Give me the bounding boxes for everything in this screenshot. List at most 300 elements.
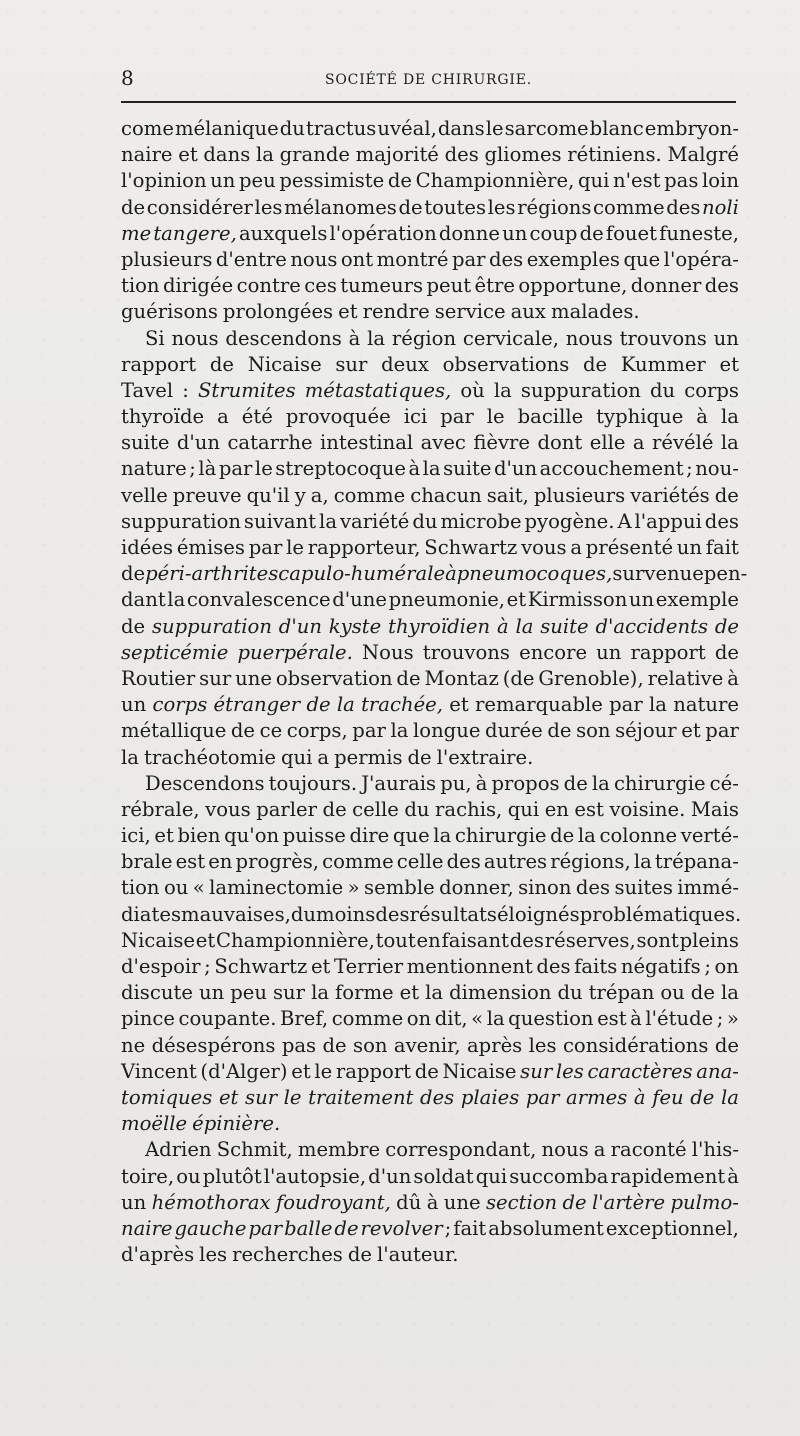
word: la <box>121 745 139 769</box>
word: provoquée <box>285 405 391 429</box>
word: rébrale, <box>121 797 200 821</box>
word: un <box>121 1190 147 1214</box>
word: dans <box>203 143 251 167</box>
word: progrès, <box>235 850 320 874</box>
word: pyogène. <box>524 509 615 533</box>
word: l'auteur. <box>377 1243 459 1267</box>
word: de <box>583 352 608 376</box>
word: sur <box>199 666 232 690</box>
word: coupante. <box>178 1007 277 1031</box>
text-line <box>121 142 739 168</box>
word: l'opéra- <box>663 247 739 271</box>
word: d'après <box>121 1243 195 1267</box>
word: dont <box>537 431 583 455</box>
word: avenir, <box>393 1033 461 1057</box>
word: J'aurais <box>361 771 437 795</box>
word: d'entre <box>215 247 287 271</box>
word: pessimiste <box>279 169 385 193</box>
word: qu'on <box>224 824 280 848</box>
word: des <box>704 274 739 298</box>
word: nous <box>290 247 338 271</box>
word: permis <box>334 745 403 769</box>
word: nous <box>541 1138 589 1162</box>
word: gauche <box>174 1216 247 1240</box>
word: cervicale, <box>462 326 559 350</box>
word: autres <box>483 850 548 874</box>
word: peu <box>230 981 267 1005</box>
word: section <box>485 1190 558 1214</box>
text-line <box>121 404 739 430</box>
word: Si <box>145 326 165 350</box>
word: membre <box>297 1138 381 1162</box>
word: scapulo-humérale <box>268 562 446 586</box>
word: du <box>557 981 583 1005</box>
word: Strumites <box>197 378 296 402</box>
word: discute <box>121 981 193 1005</box>
word: sait, <box>486 483 529 507</box>
word: Vincent <box>121 1059 197 1083</box>
word: sarcome <box>504 117 589 140</box>
word: le <box>286 536 304 559</box>
word: chirurgie <box>454 824 547 848</box>
word: tangere, <box>153 221 237 245</box>
word: uvéal, <box>377 117 437 140</box>
word: suite <box>443 457 492 481</box>
text-line <box>121 692 739 718</box>
word: désespérons <box>151 1033 276 1057</box>
word: en <box>208 850 233 874</box>
word: exemples <box>526 247 620 271</box>
word: ont <box>340 247 374 271</box>
word: soldat <box>413 1164 474 1188</box>
word: à <box>696 405 708 429</box>
word: brale <box>121 850 173 874</box>
word: ou <box>176 1164 201 1188</box>
word: d'un <box>278 614 322 638</box>
text-line <box>121 771 739 797</box>
word: réserves, <box>544 928 636 952</box>
text-line <box>121 221 739 247</box>
word: faisant <box>441 928 509 952</box>
word: d'une <box>332 588 387 612</box>
word: comme <box>331 1007 404 1031</box>
word: preuve <box>172 483 242 507</box>
word: toujours. <box>268 771 358 795</box>
word: de <box>714 640 739 664</box>
word: l'his- <box>691 1138 739 1162</box>
word: service <box>434 300 506 324</box>
word: (d'Alger) <box>200 1059 288 1083</box>
word: l'artère <box>592 1190 666 1214</box>
word: velle <box>121 483 168 507</box>
word: du <box>404 797 430 821</box>
text-line <box>121 640 739 666</box>
word: la <box>633 850 652 874</box>
word: par <box>248 536 283 559</box>
word: succomba <box>509 1164 609 1188</box>
word: mélanique <box>174 117 279 140</box>
word: corps <box>684 378 739 402</box>
word: rapport <box>121 352 197 376</box>
word: Mais <box>690 797 739 821</box>
word: » <box>726 1007 739 1031</box>
word: ; <box>444 1216 452 1240</box>
word: qui <box>507 797 540 821</box>
text-line <box>121 509 739 535</box>
text-line <box>121 745 739 771</box>
word: les <box>199 1243 228 1267</box>
word: la <box>577 824 596 848</box>
word: toire, <box>121 1164 175 1188</box>
word: aux <box>510 300 546 324</box>
word: suite <box>540 614 589 638</box>
word: suppuration <box>121 509 241 533</box>
word: embryon- <box>644 117 739 140</box>
word: septicémie <box>121 640 229 664</box>
text-line <box>121 1216 739 1242</box>
word: tumeurs <box>340 274 424 298</box>
word: verté- <box>680 824 739 848</box>
text-line <box>121 299 739 325</box>
word: ici, <box>121 824 151 848</box>
word: question <box>508 1007 594 1031</box>
word: le <box>485 117 504 140</box>
word: la <box>720 431 739 455</box>
word: voisine. <box>609 797 686 821</box>
word: le <box>254 457 273 481</box>
word: de <box>121 195 146 219</box>
word: et <box>719 352 739 376</box>
word: nature <box>121 457 187 481</box>
word: comme <box>322 850 394 874</box>
word: remarquable <box>475 693 603 717</box>
word: Championnière, <box>216 928 375 952</box>
word: peu <box>239 169 276 193</box>
word: de <box>690 1085 715 1109</box>
word: du <box>279 117 305 140</box>
word: est <box>597 1007 627 1031</box>
text-line <box>121 666 739 692</box>
text-line <box>121 1190 739 1216</box>
word: et <box>449 693 469 717</box>
text-line <box>121 980 739 1006</box>
word: des <box>444 143 479 167</box>
word: donne <box>438 221 501 245</box>
word: la <box>721 1085 739 1109</box>
word: streptocoque <box>275 457 406 481</box>
word: microbe <box>440 509 522 533</box>
word: à <box>633 1085 646 1109</box>
word: à <box>348 326 361 350</box>
word: étranger <box>213 693 301 717</box>
word: dire <box>349 824 390 848</box>
body-text <box>121 116 748 1268</box>
text-line <box>121 561 748 587</box>
word: tion <box>121 876 160 900</box>
word: nou- <box>695 457 739 481</box>
word: donner <box>630 274 702 298</box>
word: où <box>460 378 485 402</box>
word: fièvre <box>473 431 531 455</box>
word: rapport <box>630 640 706 664</box>
word: suite <box>121 431 170 455</box>
word: celle <box>352 797 399 821</box>
word: sur <box>245 1085 278 1109</box>
word: rapporteur, <box>307 536 421 559</box>
word: à <box>475 771 488 795</box>
word: et <box>310 955 331 978</box>
word: intestinal <box>320 431 414 455</box>
word: par <box>609 693 643 717</box>
word: considérer <box>146 195 253 219</box>
text-line <box>121 875 739 901</box>
word: ; <box>686 457 693 481</box>
word: deux <box>381 352 429 376</box>
word: la <box>422 457 441 481</box>
word: Descendons <box>145 771 265 795</box>
word: par <box>705 719 739 743</box>
word: toutes <box>424 195 487 219</box>
word: que <box>392 824 430 848</box>
word: balle <box>284 1216 333 1240</box>
word: la <box>648 693 667 717</box>
text-line <box>121 1111 739 1137</box>
word: exemple <box>655 588 739 612</box>
word: après <box>466 1033 523 1057</box>
word: malades. <box>550 300 640 324</box>
word: kyste <box>328 614 382 638</box>
word: rapidement <box>610 1164 726 1188</box>
word: la <box>255 143 274 167</box>
word: de <box>230 719 256 743</box>
word: naire <box>121 1216 173 1240</box>
word: avec <box>420 431 466 455</box>
header-rule <box>121 101 736 103</box>
word: dû <box>396 1190 422 1214</box>
word: trouvons <box>422 640 510 664</box>
word: faits <box>574 955 618 978</box>
text-line <box>121 849 739 875</box>
word: régions <box>517 195 592 219</box>
word: la <box>486 1007 505 1031</box>
word: sur <box>520 1059 553 1083</box>
word: Schwartz <box>424 536 518 559</box>
word: les <box>555 1059 584 1083</box>
word: majorité <box>355 143 439 167</box>
word: à <box>496 614 509 638</box>
word: des <box>704 509 739 533</box>
word: le <box>486 405 505 429</box>
word: et <box>291 1059 311 1083</box>
word: fouet <box>605 221 657 245</box>
word: l'étude <box>645 1007 714 1031</box>
word: y <box>294 483 306 507</box>
word: typhique <box>596 405 684 429</box>
word: des <box>575 876 611 900</box>
word: pneumonie, <box>388 588 506 612</box>
word: de <box>579 221 604 245</box>
word: plutôt <box>202 1164 262 1188</box>
word: trachée, <box>361 693 443 717</box>
word: et <box>154 824 174 848</box>
word: exceptionnel, <box>605 1216 739 1240</box>
word: métallique <box>121 719 227 743</box>
word: corps, <box>286 719 348 743</box>
word: observations <box>442 352 570 376</box>
word: la <box>720 981 739 1005</box>
word: des <box>666 195 701 219</box>
word: Nous <box>362 640 414 664</box>
word: la <box>493 378 512 402</box>
word: propos <box>491 771 560 795</box>
word: pas <box>664 169 699 193</box>
word: n'est <box>612 169 661 193</box>
word: considérations <box>562 1033 709 1057</box>
word: qui <box>475 1164 508 1188</box>
word: la <box>591 771 610 795</box>
word: : <box>182 378 189 402</box>
word: et <box>178 143 198 167</box>
word: émises <box>176 536 245 559</box>
word: la <box>367 326 386 350</box>
word: et <box>681 719 701 743</box>
word: de <box>334 1216 359 1240</box>
word: des <box>489 247 524 271</box>
word: nous <box>171 326 219 350</box>
word: l'appui <box>634 509 702 533</box>
text-line <box>121 247 739 273</box>
word: Tavel <box>121 378 174 402</box>
word: plaies <box>460 1085 520 1109</box>
word: corps <box>152 693 208 717</box>
word: ne <box>121 1033 146 1057</box>
word: mauvaises, <box>181 902 291 926</box>
word: pu, <box>440 771 472 795</box>
word: de <box>121 562 146 586</box>
word: funeste, <box>659 221 739 245</box>
word: Nicaise <box>442 1059 517 1083</box>
word: ; <box>204 955 211 978</box>
word: que <box>623 247 661 271</box>
word: puerpérale. <box>237 640 353 664</box>
word: blanc <box>589 117 644 140</box>
word: et <box>506 588 527 612</box>
word: sont <box>636 928 679 952</box>
text-line <box>121 352 739 378</box>
word: recherches <box>232 1243 343 1267</box>
word: par <box>440 405 474 429</box>
word: de <box>322 1033 347 1057</box>
word: trachéotomie <box>143 745 276 769</box>
word: la <box>390 719 409 743</box>
word: les <box>487 195 516 219</box>
word: raconté <box>610 1138 687 1162</box>
word: son <box>576 719 611 743</box>
word: des <box>420 1085 455 1109</box>
word: a <box>217 405 229 429</box>
word: pneumocoques, <box>456 562 613 586</box>
word: à <box>727 1164 739 1188</box>
text-line <box>121 614 739 640</box>
word: diates <box>121 902 182 926</box>
word: idées <box>121 536 174 559</box>
word: come <box>121 117 174 140</box>
word: par <box>248 1216 283 1240</box>
word: rétiniens. <box>567 143 662 167</box>
word: fait <box>453 1216 487 1240</box>
word: Adrien <box>145 1138 212 1162</box>
word: de <box>347 1243 372 1267</box>
word: comme <box>593 195 665 219</box>
word: a <box>632 431 645 455</box>
word: catarrhe <box>227 431 313 455</box>
word: la <box>319 509 337 533</box>
word: une <box>235 666 272 690</box>
word: régions, <box>550 850 631 874</box>
word: tomiques <box>121 1085 213 1109</box>
word: a <box>317 745 330 769</box>
word: survenue <box>612 562 704 586</box>
word: ana- <box>696 1059 739 1083</box>
text-line <box>121 954 739 980</box>
page-number: 8 <box>121 66 134 90</box>
word: trépan <box>588 981 655 1005</box>
word: observation <box>275 666 393 690</box>
word: Terrier <box>334 955 404 978</box>
word: ou <box>660 981 685 1005</box>
word: de <box>550 824 575 848</box>
word: tractus <box>305 117 377 140</box>
running-head: SOCIÉTÉ DE CHIRURGIE. <box>325 72 532 88</box>
word: épinière. <box>192 1112 281 1136</box>
word: séjour <box>615 719 677 743</box>
page-header <box>121 66 736 94</box>
text-line <box>121 456 739 482</box>
word: nature <box>673 693 739 717</box>
word: de <box>563 771 588 795</box>
word: me <box>121 221 152 245</box>
word: absolument <box>488 1216 604 1240</box>
word: est <box>175 850 206 874</box>
word: d'espoir <box>121 955 201 978</box>
word: prolongées <box>222 300 334 324</box>
word: une <box>443 1190 481 1214</box>
word: variétés <box>630 483 710 507</box>
text-line <box>121 1006 739 1032</box>
word: (de <box>502 666 535 690</box>
word: l'opération <box>329 221 437 245</box>
word: Grenoble), <box>538 666 644 690</box>
word: et <box>338 300 358 324</box>
word: gliomes <box>484 143 562 167</box>
word: a <box>593 1138 606 1162</box>
word: naire <box>121 143 173 167</box>
word: de <box>714 483 739 507</box>
word: vous <box>205 797 251 821</box>
word: armes <box>566 1085 628 1109</box>
word: donner, <box>439 876 514 900</box>
word: métastatiques, <box>304 378 452 402</box>
word: moins <box>316 902 376 926</box>
word: le <box>283 1085 302 1109</box>
word: A <box>617 509 632 533</box>
word: revolver <box>360 1216 443 1240</box>
word: Kirmisson <box>527 588 628 612</box>
word: coup <box>529 221 578 245</box>
word: les <box>254 195 283 219</box>
word: accouchement <box>539 457 684 481</box>
word: convalescence <box>186 588 331 612</box>
